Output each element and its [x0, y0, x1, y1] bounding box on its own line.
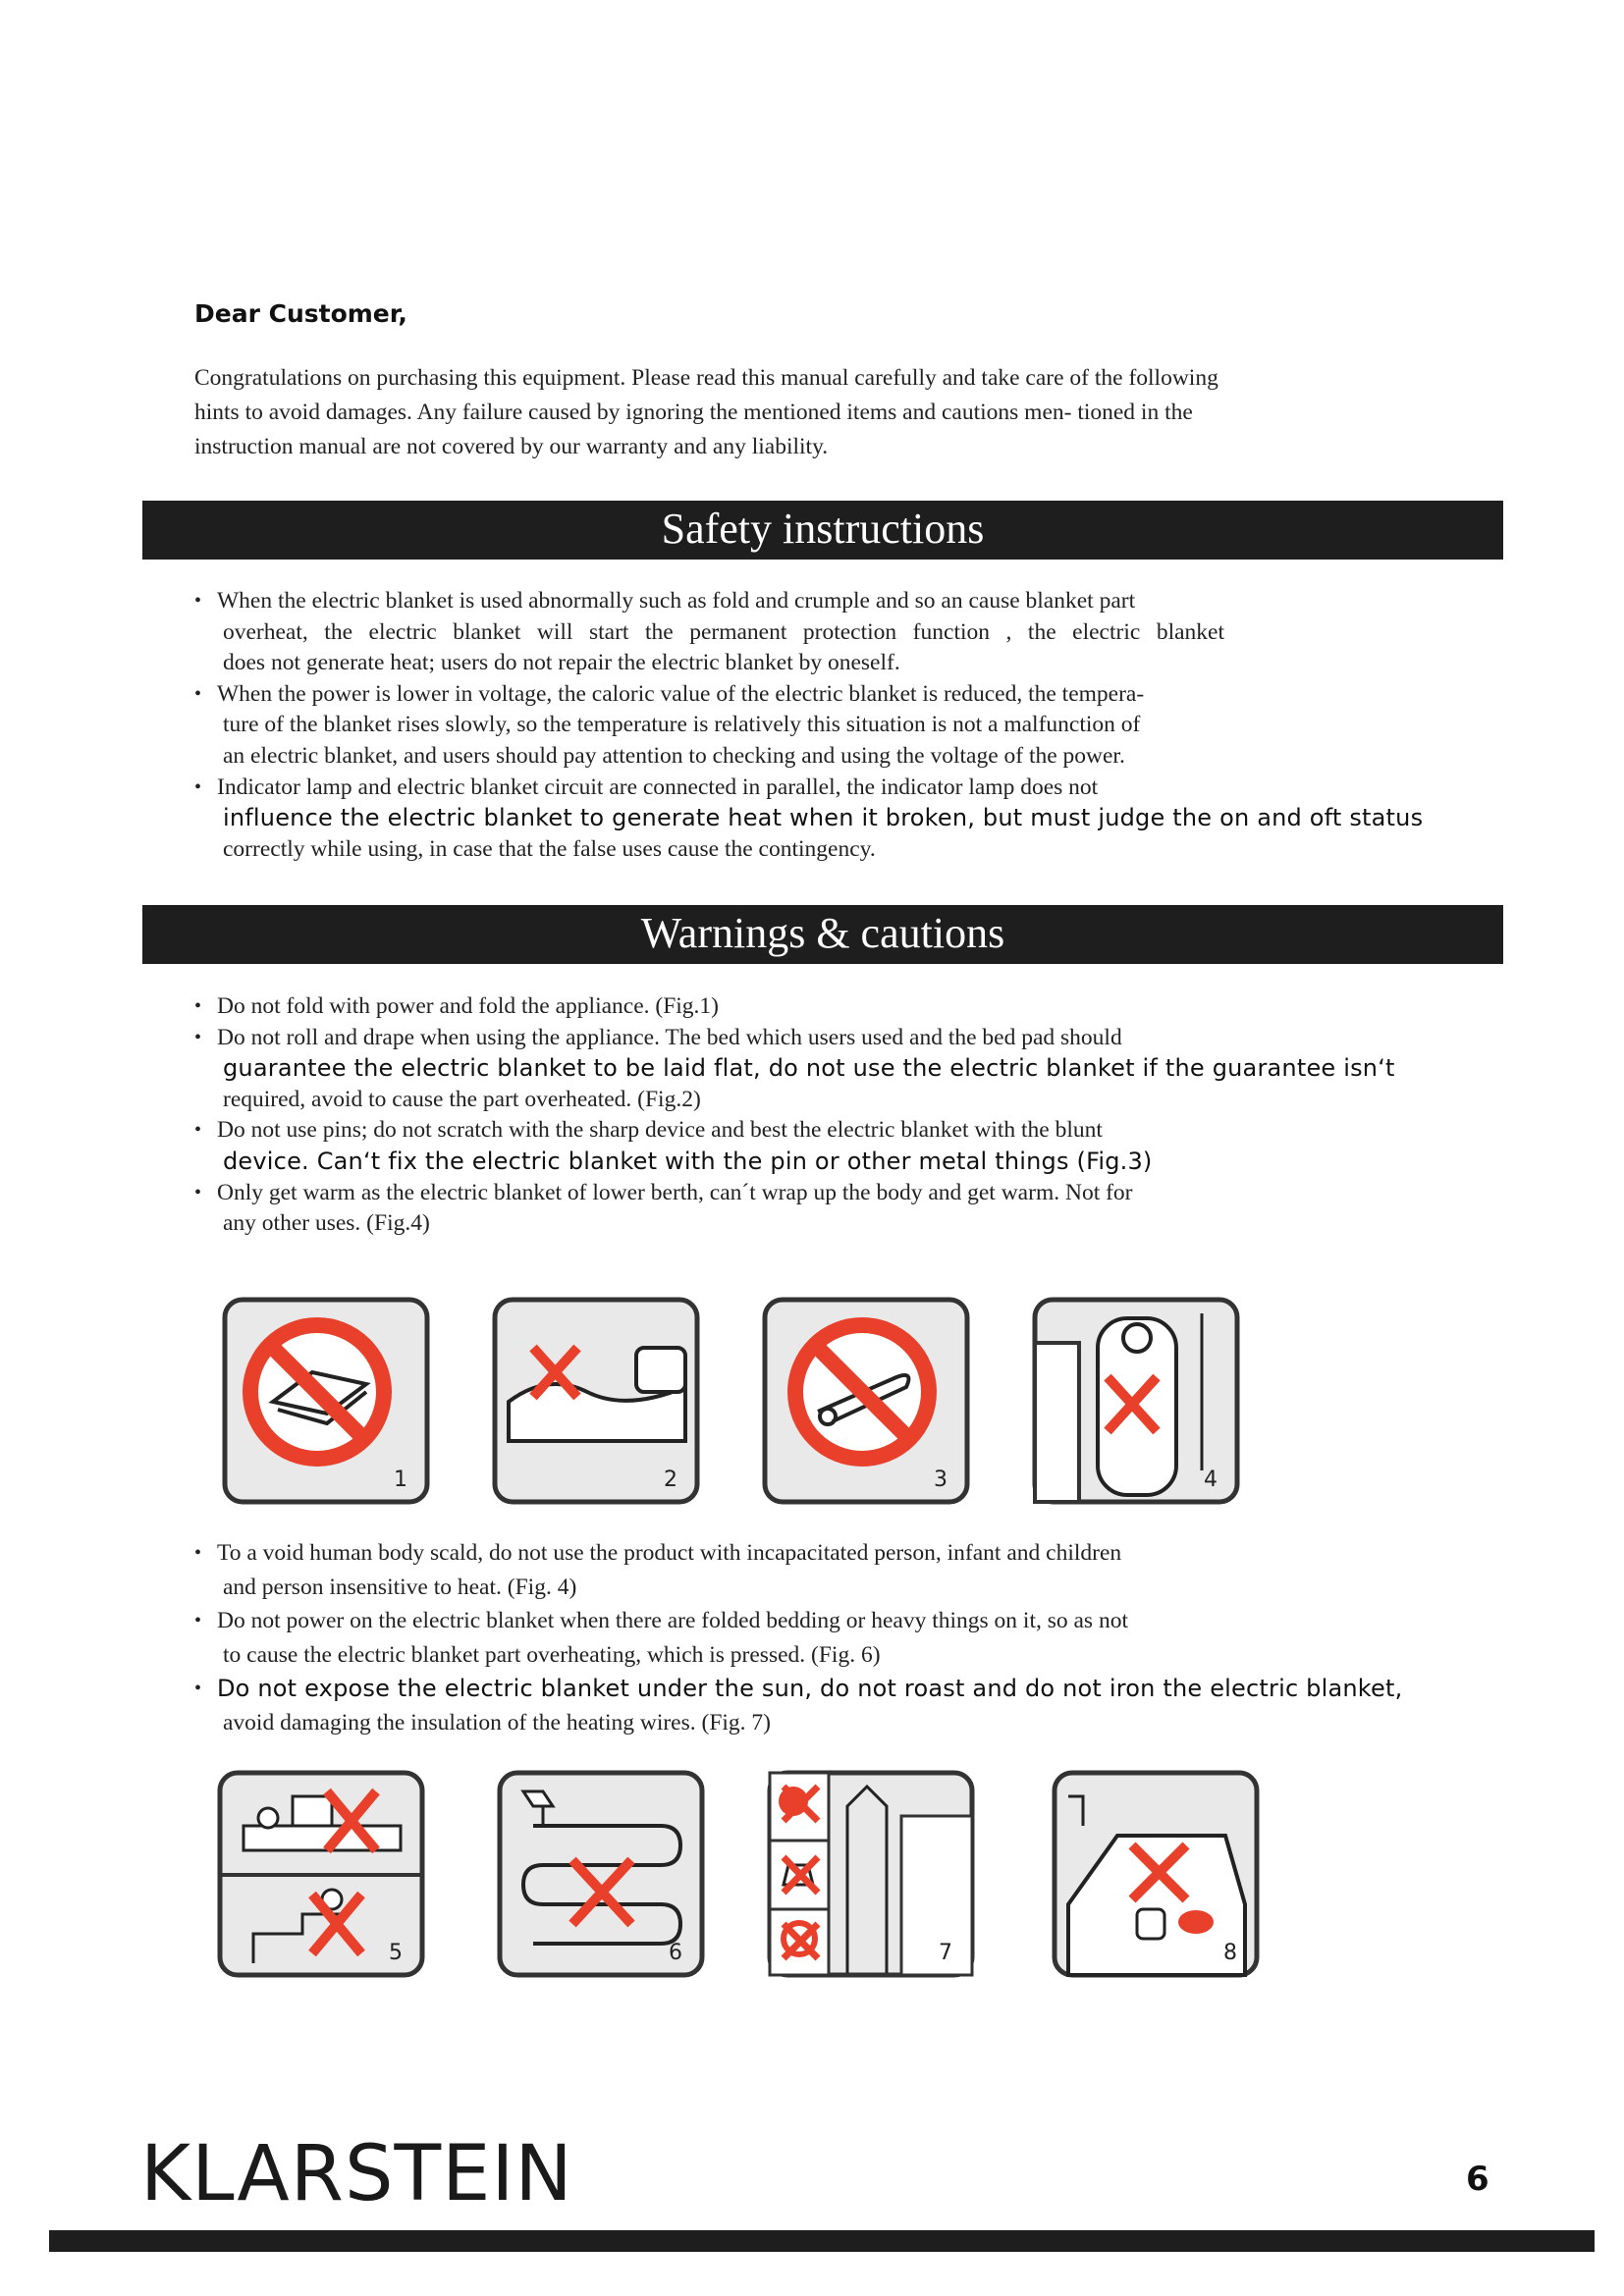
figure-number: 4: [1204, 1468, 1218, 1492]
figure-number: 5: [389, 1941, 403, 1965]
figure-5: [214, 1767, 428, 1981]
safety-heading-band: [142, 501, 1503, 560]
list-item: • Do not power on the electric blanket when there are folded bedding or heavy things on it, so as not to cause the electric blanket part overheating, which is pressed. (Fig. 6): [194, 1606, 1549, 1671]
figure-row-2: [177, 1767, 1296, 2007]
safety-heading: Safety instructions: [661, 505, 985, 553]
warnings-list: [194, 991, 1549, 1240]
figure-1: [219, 1294, 433, 1508]
greeting: Dear Customer,: [194, 299, 407, 328]
list-item: • When the power is lower in voltage, the caloric value of the electric blanket is reduced, the tempera- ture of the blanket rises slowly, so the temperature is relatively this situation is not a malfunction of an electric blanket, and users should pay attention to checking and using the voltage of the power.: [194, 679, 1549, 773]
figure-8: [1049, 1767, 1263, 1981]
warnings-heading: Warnings & cautions: [640, 909, 1005, 957]
list-item: • Only get warm as the electric blanket of lower berth, can´t wrap up the body and get warm. Not for any other uses. (Fig.4): [194, 1178, 1549, 1240]
list-item: • Do not expose the electric blanket under the sun, do not roast and do not iron the electric blanket, avoid damaging the insulation of the heating wires. (Fig. 7): [194, 1674, 1549, 1738]
figure-number: 2: [664, 1468, 677, 1492]
list-item: • To a void human body scald, do not use the product with incapacitated person, infant and children and person insensitive to heat. (Fig. 4): [194, 1538, 1549, 1603]
list-item: • Do not roll and drape when using the appliance. The bed which users used and the bed pad should guarantee the electric blanket to be laid flat, do not use the electric blanket if the guarantee isn‘t required, avoid to cause the part overheated. (Fig.2): [194, 1023, 1549, 1116]
figure-6: [494, 1767, 708, 1981]
figure-2: [489, 1294, 703, 1508]
warnings-heading-band: [142, 905, 1503, 964]
figure-number: 7: [939, 1941, 952, 1965]
page-number: 6: [1466, 2160, 1489, 2199]
figure-number: 6: [669, 1941, 682, 1965]
warnings-list-2: [194, 1538, 1549, 1739]
list-item: • Do not use pins; do not scratch with the sharp device and best the electric blanket with the blunt device. Can‘t fix the electric blanket with the pin or other metal things (Fig.3): [194, 1115, 1549, 1177]
figure-3: [759, 1294, 973, 1508]
list-item: • Do not fold with power and fold the appliance. (Fig.1): [194, 991, 1549, 1023]
list-item: • Indicator lamp and electric blanket circuit are connected in parallel, the indicator lamp does not influence the electric blanket to generate heat when it broken, but must judge the on and oft status correctly while using, in case that the false uses cause the contingency.: [194, 773, 1549, 866]
figure-4: [1029, 1294, 1243, 1508]
footer-bar: [49, 2230, 1595, 2252]
safety-list: [194, 586, 1549, 865]
figure-7: [764, 1767, 978, 1981]
figure-row-1: [177, 1294, 1296, 1534]
figure-number: 3: [934, 1468, 947, 1492]
figure-number: 8: [1223, 1941, 1237, 1965]
brand-logo: KLARSTEIN: [140, 2130, 573, 2218]
intro-paragraph: Congratulations on purchasing this equipment. Please read this manual carefully and take care of the following hints to avoid damages. Any failure caused by ignoring the mentioned items and cautions men- tioned in the instruction manual are not covered by our warranty and any liability.: [194, 365, 1218, 459]
figure-number: 1: [394, 1468, 407, 1492]
list-item: • When the electric blanket is used abnormally such as fold and crumple and so an cause blanket part overheat, the electric blanket will start the permanent protection function , the electric blanket does not generate heat; users do not repair the electric blanket by oneself.: [194, 586, 1549, 679]
